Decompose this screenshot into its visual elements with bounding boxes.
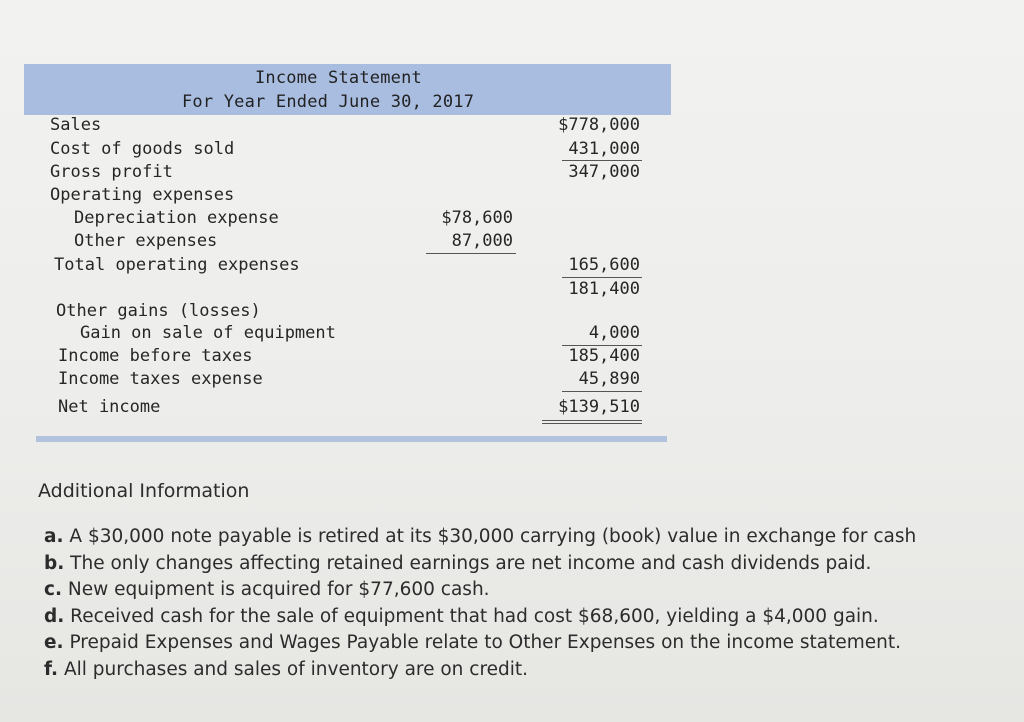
operating-income-value: 181,400 (568, 279, 640, 299)
list-item (44, 604, 1018, 631)
gain-on-sale-label: Gain on sale of equipment (80, 323, 336, 343)
gross-profit-label: Gross profit (50, 162, 173, 182)
operating-expenses-label: Operating expenses (50, 185, 235, 205)
list-item (44, 524, 1018, 551)
item-letter: a. (44, 526, 64, 547)
cogs-underline (562, 160, 642, 161)
additional-information-title: Additional Information (38, 480, 250, 502)
income-before-taxes-value: 185,400 (568, 346, 640, 366)
statement-period: For Year Ended June 30, 2017 (182, 92, 475, 112)
cogs-value: 431,000 (568, 139, 640, 159)
item-letter: f. (44, 658, 59, 680)
item-letter: e. (44, 632, 64, 653)
net-income-label: Net income (58, 397, 161, 417)
net-income-double-rule-bottom (542, 423, 642, 424)
gross-profit-value: 347,000 (568, 162, 640, 182)
cogs-label: Cost of goods sold (50, 139, 235, 159)
total-opex-underline (562, 277, 642, 278)
total-operating-expenses-label: Total operating expenses (54, 255, 300, 275)
statement-footer-bar (36, 436, 667, 442)
item-text: The only changes affecting retained earnings are net income and cash dividends paid. (70, 552, 872, 574)
total-operating-expenses-value: 165,600 (568, 255, 640, 275)
additional-information (38, 480, 1018, 683)
item-letter: d. (44, 605, 65, 627)
income-before-taxes-label: Income before taxes (58, 346, 253, 366)
item-text: A $30,000 note payable is retired at its $30,000 carrying (book) value in exchange for cash (69, 526, 917, 547)
additional-information-list (38, 524, 1018, 683)
list-item (44, 577, 1018, 604)
sales-value: $778,000 (558, 115, 640, 135)
income-statement (24, 64, 671, 444)
taxes-underline (562, 391, 642, 392)
item-letter: c. (44, 579, 62, 600)
item-text: Received cash for the sale of equipment that had cost $68,600, yielding a $4,000 gain. (70, 605, 879, 627)
depreciation-expense-value: $78,600 (441, 208, 513, 228)
list-item (44, 551, 1018, 578)
item-text: Prepaid Expenses and Wages Payable relate to Other Expenses on the income statement. (69, 632, 902, 653)
income-taxes-value: 45,890 (578, 369, 640, 389)
other-expenses-underline (426, 253, 516, 254)
net-income-double-rule-top (542, 420, 642, 421)
list-item (44, 630, 1018, 657)
item-text: All purchases and sales of inventory are on credit. (63, 658, 529, 680)
depreciation-expense-label: Depreciation expense (74, 208, 279, 228)
list-item (44, 657, 1018, 684)
item-letter: b. (44, 552, 65, 574)
item-text: New equipment is acquired for $77,600 cash. (67, 579, 490, 600)
net-income-value: $139,510 (558, 397, 640, 417)
other-expenses-value: 87,000 (451, 231, 513, 251)
other-gains-label: Other gains (losses) (56, 301, 261, 321)
income-taxes-label: Income taxes expense (58, 369, 263, 389)
sales-label: Sales (50, 115, 102, 135)
gain-on-sale-value: 4,000 (588, 323, 640, 343)
statement-title: Income Statement (255, 68, 422, 88)
other-expenses-label: Other expenses (74, 231, 218, 251)
